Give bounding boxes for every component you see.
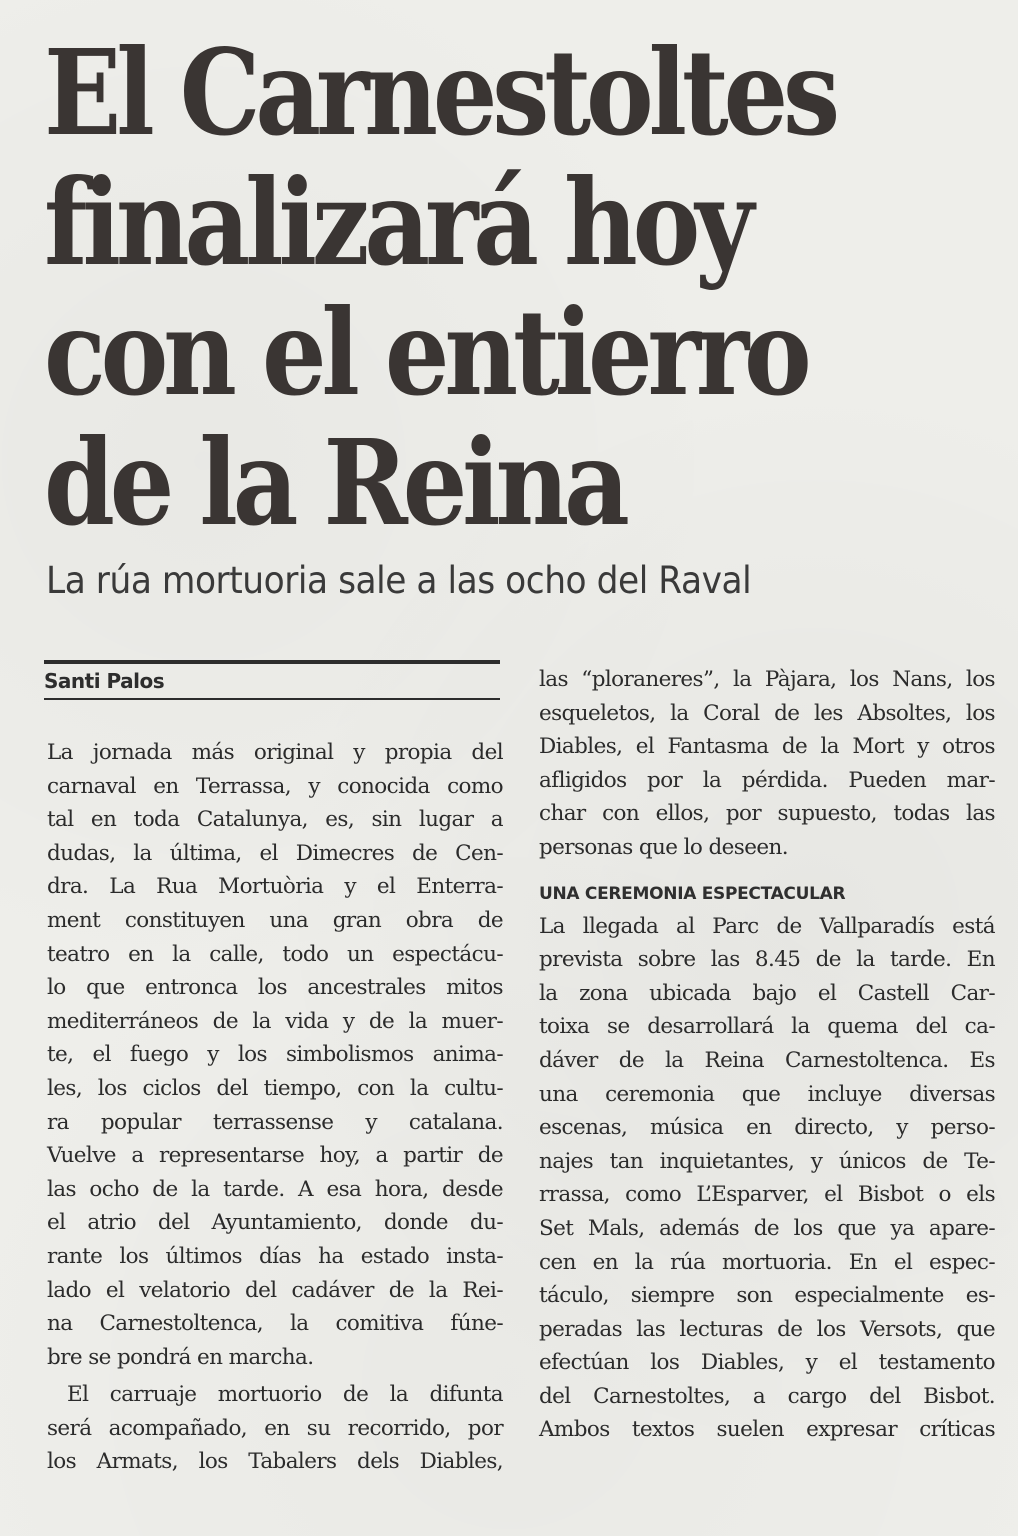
text-line: será acompañado, en su recorrido, por	[47, 1415, 503, 1441]
text-line: La llegada al Parc de Vallparadís está	[539, 913, 995, 939]
text-line: el atrio del Ayuntamiento, donde du-	[47, 1210, 503, 1236]
text-line: lado el velatorio del cadáver de la Rei-	[47, 1277, 503, 1303]
text-line: los Armats, los Tabalers dels Diables,	[47, 1449, 503, 1475]
text-line: La jornada más original y propia del	[47, 740, 503, 765]
text-line: dudas, la última, el Dimecres de Cen-	[47, 840, 503, 866]
text-line: carnaval en Terrassa, y conocida como	[47, 773, 503, 799]
text-line: bre se pondrá en marcha.	[47, 1344, 314, 1370]
headline-line: finalizará hoy	[44, 153, 749, 292]
text-line: char con ellos, por supuesto, todas las	[539, 801, 995, 827]
text-line: teatro en la calle, todo un espectácu-	[47, 941, 503, 967]
text-line: una ceremonia que incluye diversas	[539, 1081, 995, 1107]
article-column-right	[539, 663, 995, 1447]
text-line: ra popular terrassense y catalana.	[47, 1109, 503, 1135]
text-line: efectúan los Diables, y el testamento	[539, 1350, 995, 1376]
section-heading: UNA CEREMONIA ESPECTACULAR	[539, 883, 846, 904]
text-line: táculo, siempre son especialmente es-	[539, 1283, 995, 1309]
text-line: toixa se desarrollará la quema del ca-	[539, 1014, 995, 1040]
text-line: ment constituyen una gran obra de	[47, 907, 503, 933]
byline-author: Santi Palos	[44, 669, 165, 693]
text-line: tal en toda Catalunya, es, sin lugar a	[47, 807, 503, 833]
text-line: lo que entronca los ancestrales mitos	[47, 975, 503, 1001]
text-line: las ocho de la tarde. A esa hora, desde	[47, 1176, 503, 1202]
text-line: personas que lo deseen.	[539, 834, 788, 860]
text-line: na Carnestoltenca, la comitiva fúne-	[47, 1311, 503, 1337]
text-line: te, el fuego y los simbolismos anima-	[47, 1042, 503, 1068]
text-line: Diables, el Fantasma de la Mort y otros	[539, 734, 995, 760]
text-line: escenas, música en directo, y perso-	[539, 1115, 995, 1141]
text-line: rrassa, como L’Esparver, el Bisbot o els	[539, 1182, 995, 1208]
text-line: rante los últimos días ha estado insta-	[47, 1243, 503, 1269]
headline-line: de la Reina	[44, 413, 625, 552]
text-line: mediterráneos de la vida y de la muer-	[47, 1008, 503, 1034]
text-line: esqueletos, la Coral de les Absoltes, los	[539, 700, 995, 726]
byline-bottom-rule	[44, 698, 500, 700]
scan-margin	[1018, 0, 1031, 1536]
text-line: del Carnestoltes, a cargo del Bisbot.	[539, 1383, 995, 1409]
text-line: Ambos textos suelen expresar críticas	[539, 1417, 995, 1443]
article-column-left	[47, 736, 503, 1479]
text-line: las “ploraneres”, la Pàjara, los Nans, los	[539, 667, 995, 692]
text-line: afligidos por la pérdida. Pueden mar-	[539, 767, 995, 793]
text-line: les, los ciclos del tiempo, con la cultu-	[47, 1075, 503, 1101]
headline	[44, 23, 835, 552]
byline-block	[44, 660, 500, 700]
headline-line: con el entierro	[44, 283, 807, 422]
text-line: dáver de la Reina Carnestoltenca. Es	[539, 1047, 995, 1073]
text-line: Set Mals, además de los que ya apare-	[539, 1215, 995, 1241]
text-line: najes tan inquietantes, y únicos de Te-	[539, 1148, 995, 1174]
text-line: El carruaje mortuorio de la difunta	[67, 1382, 503, 1408]
text-line: peradas las lecturas de los Versots, que	[539, 1316, 995, 1342]
text-line: la zona ubicada bajo el Castell Car-	[539, 980, 995, 1006]
text-line: dra. La Rua Mortuòria y el Enterra-	[47, 874, 503, 900]
subheadline: La rúa mortuoria sale a las ocho del Raval	[46, 559, 752, 602]
headline-line: El Carnestoltes	[44, 23, 835, 162]
text-line: cen en la rúa mortuoria. En el espec-	[539, 1249, 995, 1275]
text-line: Vuelve a representarse hoy, a partir de	[47, 1143, 503, 1169]
text-line: prevista sobre las 8.45 de la tarde. En	[539, 947, 995, 973]
